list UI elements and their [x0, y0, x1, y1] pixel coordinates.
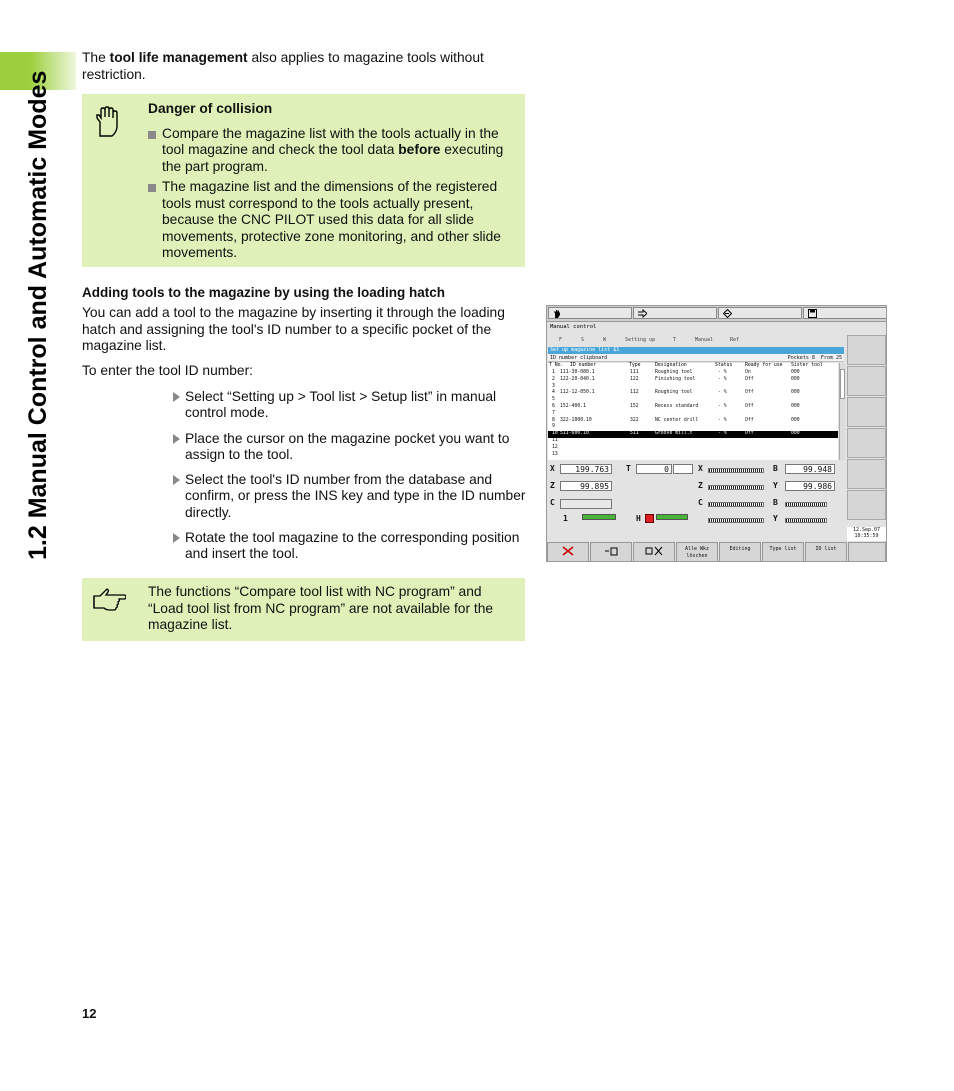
tab-organization[interactable] — [803, 307, 887, 319]
table-row[interactable] — [548, 397, 838, 404]
cell-sister: 000 — [791, 370, 800, 375]
softkey-back[interactable] — [848, 542, 886, 562]
cell-type: 152 — [630, 404, 639, 409]
hand-stop-icon — [92, 106, 120, 138]
cell-id: 122-20-040.1 — [560, 376, 595, 382]
cell-ready: On — [745, 370, 751, 375]
spindle-load-bar — [582, 514, 616, 520]
softkey-delete-all[interactable]: Alle Wkz löschen — [676, 542, 718, 562]
danger-bullet-2: The magazine list and the dimensions of the registered tools must correspond to the tools actually present, because the CNC PILOT used this data for all slide movements, protective zone monitoring, and other slide movements. — [148, 179, 518, 262]
table-row[interactable] — [548, 390, 838, 397]
side-softkeys — [847, 335, 886, 525]
menu-item[interactable]: F — [559, 337, 563, 343]
step-item: Select the tool's ID number from the database and confirm, or press the INS key and type in the ID number directly. — [172, 472, 527, 521]
scissors-icon — [645, 546, 663, 556]
step-item: Rotate the tool magazine to the corresponding position and insert the tool. — [172, 530, 527, 563]
z-load-bar — [708, 485, 764, 490]
cell-sister: 000 — [791, 404, 800, 409]
cell-type: 112 — [630, 390, 639, 396]
cell-status: - % — [718, 417, 727, 423]
tab-automatic[interactable] — [633, 307, 717, 319]
cnc-screenshot — [546, 305, 887, 562]
cell-id: 112-12-050.1 — [560, 390, 595, 396]
cell-id: 111-30-080.1 — [560, 370, 595, 375]
x-value: 199.763 — [560, 464, 612, 474]
side-softkey[interactable] — [847, 397, 886, 427]
cell-t: 10 — [552, 431, 558, 437]
table-row[interactable] — [548, 411, 838, 418]
cell-sister: 000 — [791, 376, 800, 382]
mode-label: Manual control — [550, 324, 597, 330]
cell-t: 1 — [552, 370, 555, 375]
tab-manual[interactable] — [548, 307, 632, 319]
step-list — [172, 389, 527, 572]
cell-ready: Off — [745, 431, 754, 437]
table-row[interactable] — [548, 445, 838, 452]
cell-ready: Off — [745, 404, 754, 409]
cell-t: 12 — [552, 444, 558, 450]
cell-des: NC center drill — [655, 417, 699, 423]
clipboard-row: ID number clipboard Pockets 8 From 25 — [550, 355, 842, 361]
c-load-bar — [708, 502, 764, 507]
table-header: T No. ID number Type Designation Status Ready for use Sister tool — [549, 363, 823, 368]
y-load-bar — [785, 518, 827, 523]
chapter-title-vertical: 1.2 Manual Control and Automatic Modes — [24, 70, 52, 560]
delete-tool-icon — [561, 546, 575, 556]
step-item: Select “Setting up > Tool list > Setup list” in manual control mode. — [172, 389, 527, 422]
softkey-insert[interactable] — [590, 542, 632, 562]
table-row[interactable] — [548, 404, 838, 411]
b-value: 99.948 — [785, 464, 835, 474]
cell-id: 322-1000.10 — [560, 417, 592, 423]
cell-sister: 000 — [791, 417, 800, 423]
c-value — [560, 499, 612, 509]
table-row[interactable] — [548, 370, 838, 377]
cell-des: Groove mill.t — [655, 431, 693, 437]
z-value: 99.895 — [560, 481, 612, 491]
cell-des: Roughing tool — [655, 390, 693, 396]
machine-display: X 199.763 Z 99.895 C T 0 X Z C B 99.948 Y 99.986 B Y 1 H — [548, 463, 845, 527]
side-softkey[interactable] — [847, 428, 886, 458]
side-softkey[interactable] — [847, 490, 886, 520]
cell-ready: Off — [745, 417, 754, 423]
magazine-table — [548, 363, 838, 460]
menu-item[interactable]: T — [673, 337, 677, 343]
side-softkey[interactable] — [847, 366, 886, 396]
feed-stop-indicator — [645, 514, 654, 523]
table-row[interactable] — [548, 431, 838, 438]
menu-item[interactable]: Setting up — [625, 337, 656, 343]
softkey-editing[interactable]: Editing — [719, 542, 761, 562]
t-value: 0 — [636, 464, 672, 474]
disk-icon — [808, 309, 817, 318]
cell-t: 9 — [552, 424, 555, 430]
cell-t: 5 — [552, 397, 555, 403]
cell-t: 13 — [552, 451, 558, 457]
cell-t: 6 — [552, 404, 555, 409]
step-item: Place the cursor on the magazine pocket you want to assign to the tool. — [172, 431, 527, 464]
pockets-field[interactable]: 8 — [811, 355, 815, 361]
cell-t: 11 — [552, 438, 558, 443]
t-offset — [673, 464, 693, 474]
cell-t: 3 — [552, 383, 555, 389]
cell-sister: 000 — [791, 431, 800, 437]
cell-des: Roughing tool — [655, 370, 693, 375]
cell-type: 511 — [630, 431, 639, 437]
cell-status: - % — [718, 370, 727, 375]
menu-item[interactable]: Ref — [730, 337, 740, 343]
table-row[interactable] — [548, 418, 838, 425]
tip-text: The functions “Compare tool list with NC program” and “Load tool list from NC program” are not available for the magazine list. — [148, 584, 494, 632]
cell-status: - % — [718, 376, 727, 382]
b-load-bar — [785, 502, 827, 507]
side-softkey[interactable] — [847, 459, 886, 489]
x-load-bar — [708, 468, 764, 473]
spindle2-load-bar — [708, 518, 764, 523]
section-heading: Adding tools to the magazine by using the loading hatch — [82, 285, 446, 300]
pointing-hand-icon — [92, 588, 126, 612]
table-row[interactable] — [548, 438, 838, 445]
date-time: 12.Sep.07 10:35:59 — [847, 527, 886, 541]
cell-status: - % — [718, 431, 727, 437]
cell-type: 111 — [630, 370, 639, 375]
softkey-bar — [547, 542, 886, 562]
side-softkey[interactable] — [847, 335, 886, 365]
table-row[interactable] — [548, 377, 838, 384]
danger-heading: Danger of collision — [148, 101, 273, 116]
softkey-tool-change[interactable] — [633, 542, 675, 562]
softkey-id-list[interactable]: ID list — [805, 542, 847, 562]
intro-paragraph: The tool life management also applies to magazine tools without restriction. — [82, 50, 484, 82]
cell-t: 7 — [552, 410, 555, 416]
program-arrow-icon — [638, 309, 647, 318]
feed-bar — [656, 514, 688, 520]
cell-des: Recess standard — [655, 404, 699, 409]
menu-item[interactable]: Manual — [695, 337, 714, 343]
cell-sister: 000 — [791, 390, 800, 396]
diamond-arrow-icon — [723, 309, 732, 318]
tab-simulation[interactable] — [718, 307, 802, 319]
table-scrollbar[interactable] — [839, 363, 845, 460]
cell-type: 322 — [630, 417, 639, 423]
table-row[interactable] — [548, 452, 838, 459]
table-title: Set up magazine list $1 — [548, 347, 844, 354]
softkey-type-list[interactable]: Type list — [762, 542, 804, 562]
section-paragraph: You can add a tool to the magazine by inserting it through the loading hatch and assigning the tool's ID number to a specific pocket of the magazine list. — [82, 305, 505, 353]
menu-bar — [547, 335, 847, 346]
cell-t: 4 — [552, 390, 555, 396]
page-number: 12 — [82, 1006, 97, 1021]
y-value: 99.986 — [785, 481, 835, 491]
cell-id: 511-600.10 — [560, 431, 589, 437]
insert-icon — [604, 546, 618, 556]
cell-status: - % — [718, 390, 727, 396]
danger-note-box — [82, 94, 525, 267]
danger-bullet-1: Compare the magazine list with the tools actually in the tool magazine and check the tool data before executing the part program. — [148, 126, 518, 176]
from-field[interactable]: 25 — [835, 355, 842, 361]
mode-tab-bar — [547, 306, 886, 322]
softkey-delete[interactable] — [547, 542, 589, 562]
cell-ready: Off — [745, 376, 754, 382]
cell-des: Finishing tool — [655, 376, 696, 382]
cell-id: 152-400.1 — [560, 404, 586, 409]
scroll-thumb[interactable] — [840, 369, 845, 399]
hand-icon — [553, 309, 561, 318]
tip-note-box — [82, 578, 525, 641]
cell-ready: Off — [745, 390, 754, 396]
cell-t: 2 — [552, 376, 555, 382]
cell-type: 122 — [630, 376, 639, 382]
cell-status: - % — [718, 404, 727, 409]
menu-item[interactable]: W — [603, 337, 607, 343]
steps-intro: To enter the tool ID number: — [82, 363, 254, 378]
menu-item[interactable]: S — [581, 337, 585, 343]
cell-t: 8 — [552, 417, 555, 423]
